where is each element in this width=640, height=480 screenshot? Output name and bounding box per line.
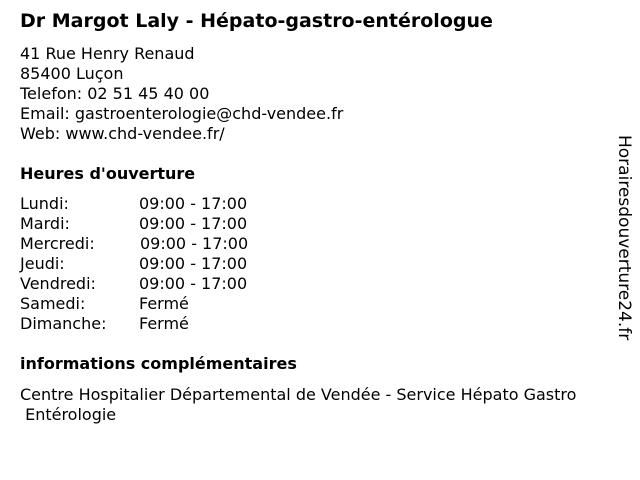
additional-info-line: Entérologie (20, 405, 117, 424)
day-hours: 09:00 - 17:00 (139, 254, 248, 273)
opening-hours-heading: Heures d'ouverture (20, 164, 196, 183)
watermark (612, 135, 636, 343)
additional-info-heading: informations complémentaires (20, 354, 297, 373)
day-hours: 09:00 - 17:00 (140, 234, 249, 253)
page-title: Dr Margot Laly - Hépato-gastro-entérologue (20, 10, 493, 32)
day-label: Mardi: (20, 214, 70, 233)
website: Web: www.chd-vendee.fr/ (20, 124, 225, 143)
day-hours: Fermé (139, 294, 189, 313)
day-label: Jeudi: (20, 254, 65, 273)
day-label: Lundi: (20, 194, 69, 213)
contact-block (20, 44, 343, 144)
phone-number: Telefon: 02 51 45 40 00 (20, 84, 210, 103)
day-label: Vendredi: (20, 274, 96, 293)
day-label: Samedi: (20, 294, 86, 313)
day-hours: 09:00 - 17:00 (139, 214, 248, 233)
email-address: Email: gastroenterologie@chd-vendee.fr (20, 104, 344, 123)
day-label: Dimanche: (20, 314, 107, 333)
day-hours: 09:00 - 17:00 (139, 194, 248, 213)
day-hours: 09:00 - 17:00 (139, 274, 248, 293)
watermark-text: Horairesdouverture24.fr (614, 135, 634, 341)
day-hours: Fermé (139, 314, 189, 333)
additional-info-text (20, 385, 630, 425)
street-address: 41 Rue Henry Renaud (20, 44, 195, 63)
postal-city: 85400 Luçon (20, 64, 124, 83)
additional-info-line: Centre Hospitalier Départemental de Vendée - Service Hépato Gastro (20, 385, 577, 404)
day-label: Mercredi: (20, 234, 95, 253)
